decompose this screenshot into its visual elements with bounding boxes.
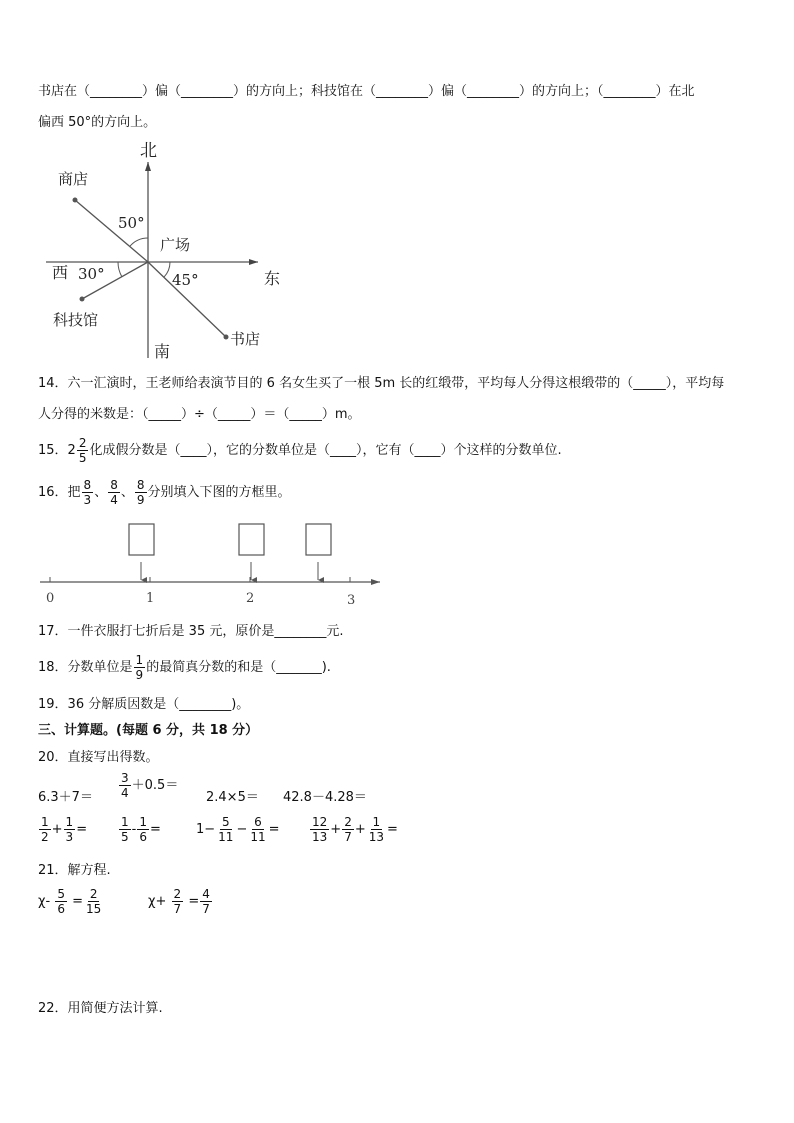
q21-e2-eq: = — [188, 894, 200, 909]
q21-eq2 — [148, 888, 213, 915]
q16-frac1 — [82, 479, 94, 506]
q20-r2-dop2: + — [354, 822, 366, 837]
q20-r2-a2-num: 1 — [65, 815, 74, 829]
point-museum — [80, 297, 85, 302]
point-bookstore — [224, 335, 229, 340]
q16-sep1: 、 — [94, 485, 108, 500]
q17-line: 17．一件衣服打七折后是 35 元，原价是________元. — [38, 624, 344, 639]
q20-r2-bop: - — [131, 822, 137, 837]
q20-r2-ceq: = — [268, 822, 280, 837]
number-line-diagram — [36, 518, 386, 608]
nl-label-0: 0 — [46, 591, 55, 606]
q20-r2-d — [309, 816, 398, 843]
q20-r2-c2 — [248, 816, 267, 843]
angle-45: 45° — [172, 271, 199, 289]
q20-r2-d1-num: 12 — [312, 815, 328, 829]
q15-suffix: 化成假分数是（____），它的分数单位是（____），它有（____）个这样的分数单位. — [89, 443, 562, 458]
q20-r2-aeq: = — [76, 822, 88, 837]
q20-r1-d: 42.8－4.28＝ — [283, 790, 367, 805]
label-east: 东 — [264, 269, 281, 288]
q20-r1-b-num: 3 — [121, 771, 129, 785]
answer-box-1[interactable] — [129, 524, 154, 555]
q18-num: 1 — [135, 653, 144, 667]
label-bookstore: 书店 — [230, 330, 261, 348]
q21-e2-frac — [172, 888, 184, 915]
q20-r2-b2-den: 6 — [139, 830, 147, 844]
q20-r2-d1-den: 13 — [312, 830, 328, 844]
q20-r2-a1-den: 2 — [41, 830, 49, 844]
q21-e2-rden: 7 — [202, 902, 210, 916]
q16-sep2: 、 — [120, 485, 134, 500]
compass-diagram — [40, 138, 300, 364]
q21-e2-den: 7 — [173, 902, 182, 916]
q20-r2-d3-num: 1 — [372, 815, 381, 829]
angle-50: 50° — [118, 214, 145, 232]
q20-r2-b2 — [137, 816, 149, 843]
q21-eq1 — [38, 888, 104, 915]
q16-f1-num: 8 — [83, 478, 92, 492]
q22-title: 22．用简便方法计算. — [38, 1001, 163, 1016]
label-north: 北 — [140, 141, 157, 161]
point-shop — [73, 198, 78, 203]
q20-r2-beq: = — [149, 822, 161, 837]
label-museum: 科技馆 — [53, 311, 99, 329]
section3-heading: 三、计算题。(每题 6 分，共 18 分） — [38, 723, 259, 738]
q14-line1: 14．六一汇演时，王老师给表演节目的 6 名女生买了一根 5m 长的红缎带，平均每人分得这根缎带的（_____），平均每 — [38, 376, 725, 391]
q16-prefix: 16．把 — [38, 485, 81, 500]
q20-r2-cop: − — [236, 822, 248, 837]
q20-r2-d2-num: 2 — [344, 815, 352, 829]
q20-r2-c2-den: 11 — [250, 830, 266, 844]
q20-r1-b — [118, 772, 178, 799]
q16-line — [38, 476, 291, 510]
q20-r2-a1 — [39, 816, 51, 843]
arc-50 — [130, 238, 148, 247]
q15-whole: 2 — [67, 443, 76, 458]
q15-den: 5 — [78, 451, 87, 465]
q20-r2-b — [118, 816, 161, 843]
q15-prefix: 15． — [38, 443, 68, 458]
q21-e1-x: χ- — [38, 894, 51, 909]
q20-r1-b-rest: ＋0.5＝ — [131, 778, 179, 793]
q20-r1-c: 2.4×5＝ — [206, 790, 259, 805]
nl-label-1: 1 — [146, 591, 155, 606]
q18-den: 9 — [135, 668, 144, 682]
q21-e1-frac — [55, 888, 67, 915]
q18-prefix: 18．分数单位是 — [38, 660, 133, 675]
q20-r2-d1 — [310, 816, 329, 843]
q21-e1-eq: = — [72, 894, 84, 909]
q15-line — [38, 436, 562, 466]
q21-e1-rfrac — [84, 888, 103, 915]
q20-r2-c1-den: 11 — [218, 830, 234, 844]
nl-label-3: 3 — [347, 593, 356, 608]
arc-45 — [164, 262, 170, 277]
q20-r2-b1-den: 5 — [121, 830, 129, 844]
q21-e2-rfrac — [200, 888, 212, 915]
q20-r2-dop1: + — [330, 822, 342, 837]
q16-frac3 — [135, 479, 147, 506]
q20-r2-c1-num: 5 — [221, 815, 230, 829]
q20-r2-d3-den: 13 — [368, 830, 385, 844]
q21-e2-x: χ+ — [148, 894, 167, 909]
q16-f2-num: 8 — [110, 478, 118, 492]
q18-fraction — [134, 654, 146, 681]
q20-r2-a — [38, 816, 87, 843]
q14-line2: 人分得的米数是：（_____）÷（_____）＝（_____）m。 — [38, 407, 361, 422]
q20-r2-a2 — [64, 816, 76, 843]
arc-30 — [118, 262, 122, 277]
q21-e2-rnum: 4 — [202, 887, 210, 901]
q20-r1-b-frac — [119, 772, 131, 799]
label-south: 南 — [154, 342, 171, 361]
q16-f1-den: 3 — [83, 493, 92, 507]
q20-r2-d2 — [342, 816, 354, 843]
q13-line2: 偏西 50°的方向上。 — [38, 115, 157, 130]
q20-r2-c2-num: 6 — [254, 815, 262, 829]
q20-r2-b1-num: 1 — [121, 815, 129, 829]
q20-r1-a: 6.3＋7＝ — [38, 790, 93, 805]
nl-label-2: 2 — [246, 591, 255, 606]
q21-e1-rnum: 2 — [89, 887, 98, 901]
q20-r2-c1 — [216, 816, 235, 843]
answer-box-2[interactable] — [239, 524, 264, 555]
q16-f3-den: 9 — [136, 493, 145, 507]
q20-r2-a2-den: 3 — [65, 830, 74, 844]
q19-line: 19．36 分解质因数是（________)。 — [38, 697, 250, 712]
q20-r2-c0: 1− — [196, 822, 216, 837]
q16-frac2 — [108, 479, 120, 506]
q21-e1-rden: 15 — [86, 902, 102, 916]
q16-f2-den: 4 — [110, 493, 118, 507]
q20-r2-deq: = — [387, 822, 398, 837]
label-square: 广场 — [160, 236, 191, 254]
q21-title: 21．解方程. — [38, 863, 111, 878]
q21-e1-den: 6 — [57, 902, 65, 916]
answer-box-3[interactable] — [306, 524, 331, 555]
q20-r2-b2-num: 1 — [139, 815, 147, 829]
q15-fraction — [77, 437, 89, 464]
q20-r1-b-den: 4 — [121, 786, 129, 800]
label-west: 西 — [52, 263, 69, 282]
q20-title: 20．直接写出得数。 — [38, 750, 159, 765]
q20-r2-aop: + — [51, 822, 63, 837]
q16-suffix: 分别填入下图的方框里。 — [147, 485, 291, 500]
q20-r2-d3 — [367, 816, 386, 843]
q21-e2-num: 2 — [173, 887, 182, 901]
q20-r2-b1 — [119, 816, 131, 843]
q15-num: 2 — [78, 436, 87, 450]
q13-line1: 书店在（________）偏（________）的方向上；科技馆在（________）偏（________）的方向上；（________）在北 — [38, 84, 695, 99]
q20-r2-d2-den: 7 — [344, 830, 352, 844]
label-shop: 商店 — [58, 170, 89, 188]
q18-line — [38, 651, 331, 685]
q16-f3-num: 8 — [136, 478, 145, 492]
q20-r2-a1-num: 1 — [41, 815, 49, 829]
q21-e1-num: 5 — [57, 887, 65, 901]
q18-suffix: 的最简真分数的和是（_______). — [146, 660, 331, 675]
angle-30: 30° — [78, 265, 105, 283]
q20-r2-c — [196, 816, 280, 843]
